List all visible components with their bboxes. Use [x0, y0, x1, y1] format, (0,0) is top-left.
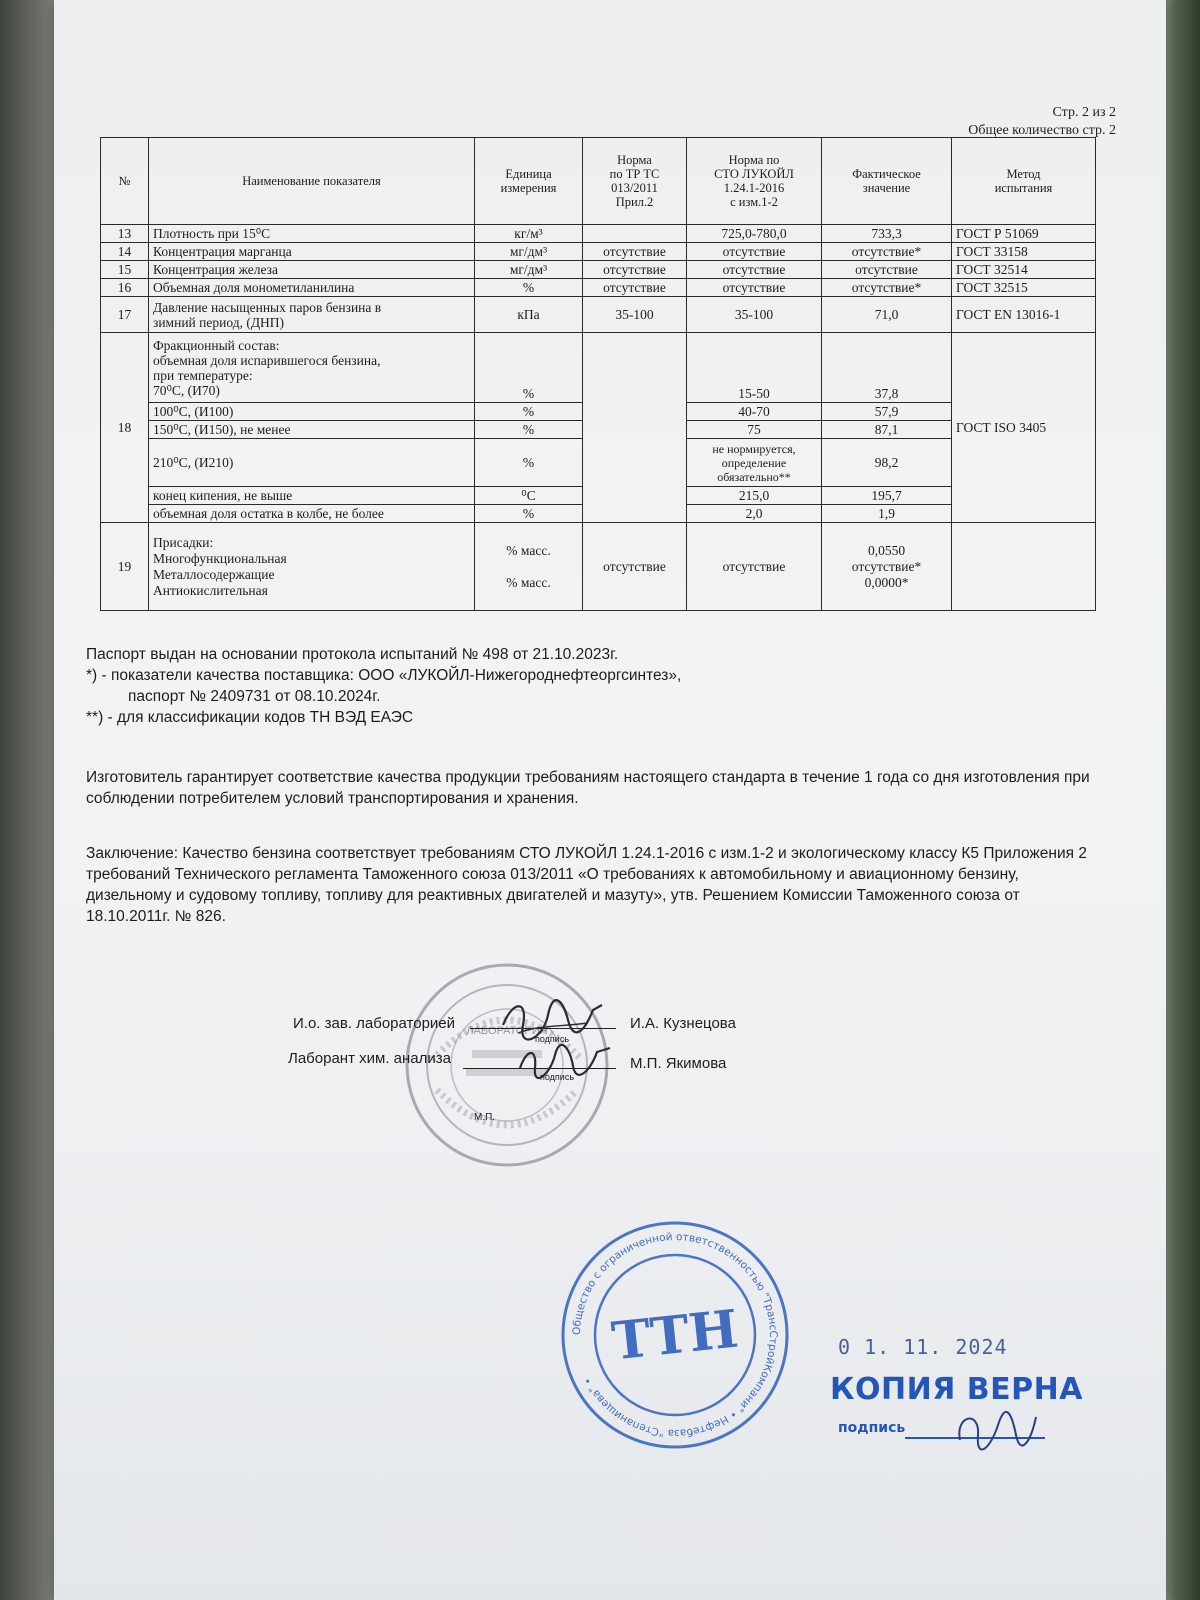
guarantee-paragraph: Изготовитель гарантирует соответствие качества продукции требованиям настоящего стандарта в течение 1 года со дня изготовления при соблюдении потребителем условий транспортирования и хранения. — [86, 769, 1090, 807]
row-number: 19 — [101, 523, 149, 611]
row-name: Концентрация железа — [149, 261, 475, 279]
row-unit: % — [475, 505, 583, 523]
passport-note: паспорт № 2409731 от 08.10.2024г. — [128, 688, 381, 705]
row-norm-sto: отсутствие — [687, 243, 822, 261]
row-unit: % — [475, 421, 583, 439]
row-method: ГОСТ Р 51069 — [952, 225, 1096, 243]
table-row — [101, 243, 1096, 261]
conclusion-paragraph: Заключение: Качество бензина соответствует требованиям СТО ЛУКОЙЛ 1.24.1-2016 с изм.1-2 и экологическому классу К5 Приложения 2 требований Технического регламента Таможенного союза 013/2011 «О требованиях к автомобильному и авиационному бензину, дизельному и судовому топливу, топливу для реактивных двигателей и мазуту», утв. Решением Комиссии Таможенного союза от 18.10.2011г. № 826. — [86, 845, 1087, 925]
col-header-name: Наименование показателя — [149, 138, 475, 225]
handwritten-signature-lab — [515, 1040, 615, 1080]
row-unit: кг/м³ — [475, 225, 583, 243]
col-header-actual: Фактическое значение — [822, 138, 952, 225]
row-norm-sto: 215,0 — [687, 487, 822, 505]
row-method: ГОСТ 33158 — [952, 243, 1096, 261]
row-unit: % — [475, 333, 583, 403]
signature-caption-head: подпись — [535, 1034, 570, 1044]
row-norm-tr — [583, 333, 687, 523]
table-row — [101, 333, 1096, 403]
row-name: Концентрация марганца — [149, 243, 475, 261]
row-unit: % — [475, 403, 583, 421]
row-actual: 195,7 — [822, 487, 952, 505]
ttn-ring-text: Общество с ограниченной ответственностью "ТрансСтройКомпани" • Нефтебаза "Степанищева" • — [570, 1230, 780, 1440]
row-norm-sto: отсутствие — [687, 261, 822, 279]
row-norm-tr: 35-100 — [583, 297, 687, 333]
row-actual: 98,2 — [822, 439, 952, 487]
row-norm-tr — [583, 225, 687, 243]
row-name: Объемная доля монометиланилина — [149, 279, 475, 297]
handwritten-signature-copy — [950, 1405, 1040, 1455]
col-header-unit: Единица измерения — [475, 138, 583, 225]
row-name: 100⁰С, (И100) — [149, 403, 475, 421]
table-row — [101, 261, 1096, 279]
row-actual: 1,9 — [822, 505, 952, 523]
page-total: Общее количество стр. 2 — [968, 123, 1116, 138]
signature-caption-lab: подпись — [540, 1072, 575, 1082]
signature-role-head: И.о. зав. лабораторией — [293, 1015, 456, 1032]
col-header-method: Метод испытания — [952, 138, 1096, 225]
seal-place-label: М.П. — [474, 1112, 496, 1123]
col-header-norm-tr: Норма по ТР ТС 013/2011 Прил.2 — [583, 138, 687, 225]
page-info — [968, 104, 1116, 140]
row-unit: ⁰С — [475, 487, 583, 505]
row-unit: % масс. % масс. — [475, 523, 583, 611]
row-method: ГОСТ 32514 — [952, 261, 1096, 279]
row-norm-sto: 15-50 — [687, 333, 822, 403]
row-name: Давление насыщенных паров бензина в зимний период, (ДНП) — [149, 297, 475, 333]
row-actual: отсутствие* — [822, 243, 952, 261]
ttn-center-text: ТТН — [608, 1298, 742, 1373]
row-norm-sto: 2,0 — [687, 505, 822, 523]
row-method: ГОСТ 32515 — [952, 279, 1096, 297]
lab-stamp-text: ЛАБОРАТОРИЯ — [466, 1025, 548, 1037]
col-header-number: № — [101, 138, 149, 225]
row-unit: % — [475, 279, 583, 297]
supplier-note: *) - показатели качества поставщика: ООО «ЛУКОЙЛ-Нижегороднефтеоргсинтез», — [86, 667, 682, 684]
signature-role-lab: Лаборант хим. анализа — [288, 1050, 451, 1067]
row-number: 18 — [101, 333, 149, 523]
col-header-norm-sto: Норма по СТО ЛУКОЙЛ 1.24.1-2016 с изм.1-2 — [687, 138, 822, 225]
row-norm-sto: отсутствие — [687, 279, 822, 297]
copy-signature-label: подпись — [838, 1420, 906, 1436]
photo-background-right — [1160, 0, 1200, 1600]
row-method — [952, 523, 1096, 611]
classification-note: **) - для классификации кодов ТН ВЭД ЕАЭС — [86, 709, 414, 726]
page-number: Стр. 2 из 2 — [1052, 105, 1116, 120]
photo-background-left — [0, 0, 60, 1600]
row-name: Плотность при 15⁰С — [149, 225, 475, 243]
row-name: Присадки: Многофункциональная Металлосодержащие Антиокислительная — [149, 523, 475, 611]
row-unit: % — [475, 439, 583, 487]
row-number: 17 — [101, 297, 149, 333]
table-row — [101, 297, 1096, 333]
row-method: ГОСТ EN 13016-1 — [952, 297, 1096, 333]
row-actual: отсутствие* — [822, 279, 952, 297]
signature-name-head: И.А. Кузнецова — [630, 1015, 736, 1032]
signature-name-lab: М.П. Якимова — [630, 1055, 727, 1072]
footnotes — [86, 644, 1136, 728]
row-norm-tr: отсутствие — [583, 279, 687, 297]
row-name: конец кипения, не выше — [149, 487, 475, 505]
row-norm-sto: 35-100 — [687, 297, 822, 333]
row-method: ГОСТ ISO 3405 — [952, 333, 1096, 523]
row-actual: отсутствие — [822, 261, 952, 279]
handwritten-signature-head — [498, 995, 608, 1045]
row-number: 13 — [101, 225, 149, 243]
row-name: Фракционный состав: объемная доля испарившегося бензина, при температуре: 70⁰С, (И70) — [149, 333, 475, 403]
row-name: 210⁰С, (И210) — [149, 439, 475, 487]
row-norm-sto: отсутствие — [687, 523, 822, 611]
row-actual: 57,9 — [822, 403, 952, 421]
row-norm-sto: не нормируется, определение обязательно** — [687, 439, 822, 487]
row-number: 16 — [101, 279, 149, 297]
table-row — [101, 279, 1096, 297]
row-actual: 733,3 — [822, 225, 952, 243]
row-actual: 87,1 — [822, 421, 952, 439]
table-header-row — [101, 138, 1096, 225]
row-norm-sto: 40-70 — [687, 403, 822, 421]
table-row — [101, 225, 1096, 243]
row-norm-tr: отсутствие — [583, 243, 687, 261]
row-name: 150⁰С, (И150), не менее — [149, 421, 475, 439]
protocol-note: Паспорт выдан на основании протокола испытаний № 498 от 21.10.2023г. — [86, 646, 619, 663]
date-stamp: 0 1. 11. 2024 — [838, 1335, 1008, 1359]
row-actual: 71,0 — [822, 297, 952, 333]
row-norm-tr: отсутствие — [583, 261, 687, 279]
copy-certified-stamp: КОПИЯ ВЕРНА — [830, 1372, 1083, 1407]
table-row — [101, 523, 1096, 611]
row-actual: 37,8 — [822, 333, 952, 403]
row-unit: мг/дм³ — [475, 243, 583, 261]
row-name: объемная доля остатка в колбе, не более — [149, 505, 475, 523]
row-norm-sto: 75 — [687, 421, 822, 439]
row-number: 14 — [101, 243, 149, 261]
row-number: 15 — [101, 261, 149, 279]
ttn-company-stamp — [555, 1215, 795, 1455]
row-norm-sto: 725,0-780,0 — [687, 225, 822, 243]
quality-table — [100, 137, 1096, 611]
row-unit: мг/дм³ — [475, 261, 583, 279]
row-norm-tr: отсутствие — [583, 523, 687, 611]
row-unit: кПа — [475, 297, 583, 333]
row-actual: 0,0550 отсутствие* 0,0000* — [822, 523, 952, 611]
